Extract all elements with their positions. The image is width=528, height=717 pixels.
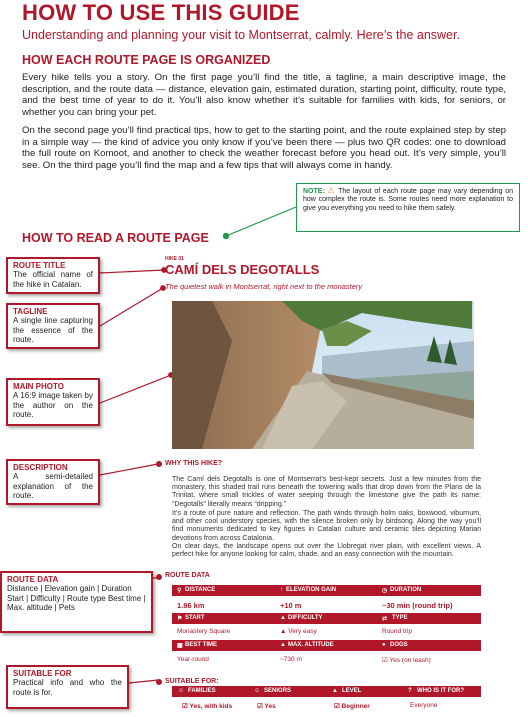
best-time-label: BEST TIME [185, 641, 218, 648]
section-heading-organized: HOW EACH ROUTE PAGE IS ORGANIZED [22, 53, 271, 67]
seniors-value-wrap [257, 702, 276, 710]
calendar-icon: ▦ [177, 642, 183, 649]
callout-label: ROUTE DATA [7, 575, 59, 584]
elevation-label: ELEVATION GAIN [286, 586, 337, 593]
title-connector [100, 270, 164, 273]
pin-icon: ⚲ [177, 587, 182, 594]
page-title: HOW TO USE THIS GUIDE [22, 0, 300, 25]
altitude-value: ~730 m [280, 656, 302, 663]
distance-label: DISTANCE [185, 586, 216, 593]
checkbox-icon: ☑ [334, 703, 342, 710]
who-label: WHO IS IT FOR? [417, 687, 464, 694]
callout-label: MAIN PHOTO [13, 382, 64, 391]
level-value: Beginner [341, 703, 370, 710]
clock-icon: ◷ [382, 587, 388, 594]
callout-route-data [0, 571, 153, 633]
checkbox-icon: ☑ [382, 657, 390, 664]
hike-number: HIKE 01 [165, 256, 184, 262]
photo-connector [100, 375, 171, 403]
callout-text: Practical info and who the route is for. [13, 678, 122, 697]
families-label: FAMILIES [188, 687, 216, 694]
seniors-icon: ☺ [254, 687, 261, 694]
checkbox-icon: ☑ [257, 703, 265, 710]
best-time-value: Year-round [177, 656, 209, 663]
type-value: Round trip [382, 628, 412, 635]
difficulty-label: DIFFICULTY [288, 614, 323, 621]
callout-text: Distance | Elevation gain | Duration Start | Difficulty | Route type Best time | Max. altitude | Pets [7, 584, 146, 613]
flag-icon: ⚑ [177, 615, 183, 622]
paw-icon: ● [382, 641, 386, 648]
callout-description [6, 459, 100, 505]
level-value-wrap [334, 702, 370, 710]
callout-tagline [6, 303, 100, 349]
dogs-value: Yes (on leash) [389, 657, 431, 664]
callout-label: SUITABLE FOR [13, 669, 72, 678]
who-value: Everyone [410, 702, 438, 709]
description-paragraph-2: It’s a route of pure nature and reflection. The path winds through holm oaks, boxwood, viburnum, and other cool understory species, with the silence broken only by birdsong. Along the way you’ll find monuments dedicated to key figures in Catalan culture and ceramic tiles depicting Marian devotions from across Catalonia. [172, 510, 481, 542]
suitable-connector [129, 680, 158, 683]
note-connector-dot [223, 233, 228, 238]
start-label: START [185, 614, 205, 621]
description-paragraph-3: On clear days, the landscape opens out over the Llobregat river plain, with excellent views. A perfect hike for anyone looking for calm, shade, and an easy connection with the mountain. [172, 543, 481, 559]
data-header-row-1 [172, 585, 481, 596]
mountain-icon: ▲ [280, 641, 286, 648]
callout-text: A 16:9 image taken by the author on the route. [13, 391, 93, 420]
data-header-row-3 [172, 640, 481, 651]
elevation-value: +10 m [280, 601, 302, 610]
tagline-connector [100, 288, 163, 326]
dogs-label: DOGS [390, 641, 408, 648]
route-data-heading: ROUTE DATA [165, 572, 210, 579]
route-tagline: The quietest walk in Montserrat, right next to the monastery [165, 282, 363, 291]
bullet-icon [156, 461, 162, 467]
section-heading-read: HOW TO READ A ROUTE PAGE [22, 231, 209, 245]
callout-text: A semi-detailed explanation of the route. [13, 472, 93, 501]
bullet-icon [156, 679, 162, 685]
callout-route-title [6, 257, 100, 294]
main-photo [172, 301, 474, 449]
type-label: TYPE [392, 614, 408, 621]
family-icon: ☺ [178, 687, 185, 694]
note-connector [226, 207, 296, 236]
families-value: Yes, with kids [189, 703, 233, 710]
difficulty-icon: ▲ [280, 628, 289, 635]
altitude-label: MAX. ALTITUDE [288, 641, 334, 648]
callout-text: A single line capturing the essence of the route. [13, 316, 93, 345]
callout-label: ROUTE TITLE [13, 261, 66, 270]
callout-label: DESCRIPTION [13, 463, 68, 472]
start-value: Monastery Square [177, 628, 231, 635]
callout-main-photo [6, 378, 100, 426]
paragraph-1: Every hike tells you a story. On the first page you’ll find the title, a tagline, a main descriptive image, the description, and the route data — distance, elevation gain, estimated duration, starting point, difficulty, route type, and the best time of year to do it. You’ll also know whether it’s suitable for families with kids, for seniors, or whether you can bring your pet. [22, 72, 506, 118]
dogs-value-wrap [382, 656, 431, 664]
seniors-label: SENIORS [264, 687, 292, 694]
why-heading: WHY THIS HIKE? [165, 460, 223, 467]
note-label: NOTE: [303, 188, 325, 195]
suitable-header-row [172, 686, 481, 697]
seniors-value: Yes [264, 703, 276, 710]
type-icon: ⇄ [382, 615, 388, 622]
difficulty-icon: ▲ [280, 614, 286, 621]
duration-value: ~30 min (round trip) [382, 601, 453, 610]
families-value-wrap [182, 702, 232, 710]
level-label: LEVEL [342, 687, 362, 694]
level-icon: ▲ [332, 687, 338, 694]
callout-suitable-for [6, 665, 129, 709]
suitable-heading: SUITABLE FOR: [165, 678, 219, 685]
note-text: The layout of each route page may vary depending on how complex the route is. Some routes need more explanation to give you everything you need to hike them safely. [303, 188, 513, 212]
difficulty-value-wrap [280, 628, 317, 635]
checkbox-icon: ☑ [182, 703, 190, 710]
callout-label: TAGLINE [13, 307, 48, 316]
callout-text: The official name of the hike in Catalan. [13, 270, 93, 289]
data-header-row-2 [172, 613, 481, 624]
route-name: CAMÍ DELS DEGOTALLS [165, 262, 320, 277]
distance-value: 1.86 km [177, 601, 205, 610]
page-subtitle: Understanding and planning your visit to Montserrat, calmly. Here’s the answer. [22, 28, 460, 42]
bullet-icon [156, 574, 162, 580]
arrow-up-icon: ↑ [280, 586, 283, 593]
duration-label: DURATION [390, 586, 422, 593]
desc-connector [100, 464, 158, 475]
paragraph-2: On the second page you’ll find practical tips, how to get to the starting point, and the route explained step by step in a simple way — the kind of advice you only know if you’ve been there — plus two QR codes: one to download the full route on Komoot, and another to check the weather forecast before you head out. It’s very simple, you’ll see. On the third page you’ll find the map and a few tips that will always come in handy. [22, 125, 506, 171]
description-paragraph-1: The Camí dels Degotalls is one of Montserrat’s best-kept secrets. Just a few minutes from the monastery, this shaded trail runs beneath the towering walls that drop down from the Plans de la Trinitat, where small trickles of water seeping through the limestone give the path its name: “Degotalls” literally means “dripping.” [172, 476, 481, 508]
warning-icon: ⚠ [327, 186, 336, 195]
difficulty-value: Very easy [288, 628, 317, 635]
question-icon: ? [408, 687, 412, 694]
